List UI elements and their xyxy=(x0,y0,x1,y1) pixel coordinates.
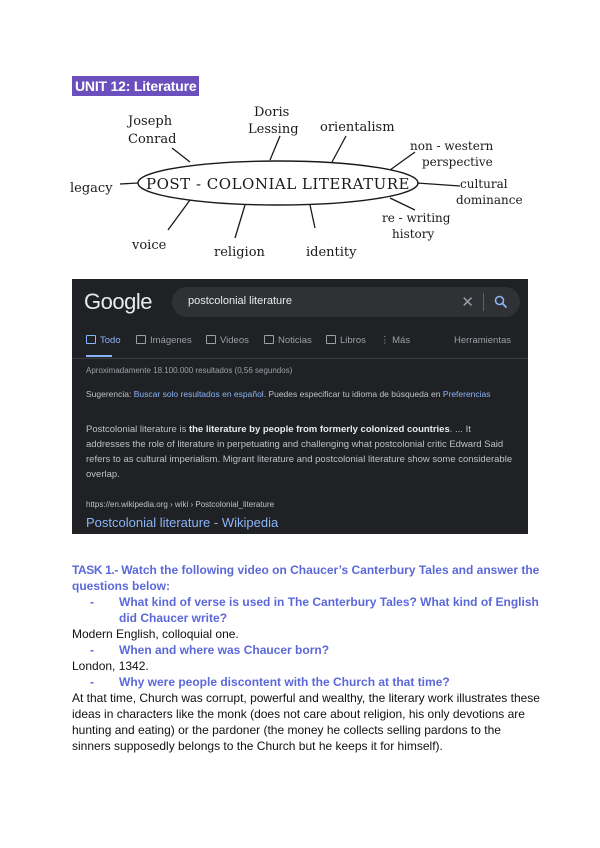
branch-religion: religion xyxy=(214,245,265,260)
active-tab-indicator xyxy=(86,355,112,357)
search-tabs xyxy=(86,335,516,355)
video-icon xyxy=(206,335,216,344)
branch-joseph: Joseph xyxy=(128,114,173,129)
result-stats: Aproximadamente 18.100.000 resultados (0,56 segundos) xyxy=(86,366,293,375)
search-icon xyxy=(86,335,96,344)
question-2: - When and where was Chaucer born? xyxy=(90,643,330,657)
branch-perspective: perspective xyxy=(422,155,493,169)
branch-identity: identity xyxy=(306,245,357,260)
question-3: - Why were people discontent with the Church at that time? xyxy=(90,675,450,689)
branch-lessing: Lessing xyxy=(248,122,299,137)
tabs-divider xyxy=(72,358,528,359)
task-heading: TASK 1.- Watch the following video on Chaucer’s Canterbury Tales and answer the questions below: xyxy=(72,563,540,593)
answer-1: Modern English, colloquial one. xyxy=(72,627,239,641)
tab-imagenes[interactable]: Imágenes xyxy=(136,335,192,346)
search-divider xyxy=(483,293,484,311)
mind-map xyxy=(70,100,530,270)
image-icon xyxy=(136,335,146,344)
news-icon xyxy=(264,335,274,344)
search-input[interactable]: postcolonial literature xyxy=(188,295,292,307)
branch-voice: voice xyxy=(132,238,167,253)
result-title-link[interactable]: Postcolonial literature - Wikipedia xyxy=(86,515,279,530)
tab-videos[interactable]: Videos xyxy=(206,335,249,346)
branch-conrad: Conrad xyxy=(128,132,177,147)
google-logo: Google xyxy=(84,289,152,314)
question-1: - What kind of verse is used in The Canterbury Tales? What kind of English did Chaucer write? xyxy=(90,595,539,625)
tab-todo[interactable]: Todo xyxy=(86,335,121,346)
branch-legacy: legacy xyxy=(70,181,113,196)
branch-doris: Doris xyxy=(254,105,290,120)
branch-non-western: non - western xyxy=(410,139,494,153)
search-bar[interactable] xyxy=(172,287,520,317)
branch-history: history xyxy=(392,227,435,241)
result-url: https://en.wikipedia.org › wiki › Postcolonial_literature xyxy=(86,500,275,509)
branch-orientalism: orientalism xyxy=(320,120,395,135)
answer-2: London, 1342. xyxy=(72,659,149,673)
task-section xyxy=(72,562,542,754)
branch-dominance: dominance xyxy=(456,193,523,207)
mind-map-center: POST - COLONIAL LITERATURE xyxy=(146,175,410,193)
close-icon[interactable]: ✕ xyxy=(461,294,474,311)
tab-noticias[interactable]: Noticias xyxy=(264,335,312,346)
google-search-screenshot xyxy=(72,279,528,534)
tab-mas[interactable]: ⋮ Más xyxy=(380,335,411,346)
preferences-link[interactable]: Preferencias xyxy=(442,389,491,399)
tab-herramientas[interactable]: Herramientas xyxy=(454,335,512,346)
search-icon[interactable] xyxy=(494,295,508,309)
unit-title: UNIT 12: Literature xyxy=(72,76,199,96)
branch-cultural: cultural xyxy=(460,177,508,191)
branch-rewriting: re - writing xyxy=(382,211,451,225)
book-icon xyxy=(326,335,336,344)
featured-snippet: Postcolonial literature is the literature by people from formerly colonized countries. ... It addresses the role of literature in perpetuating and challenging what postcolonial critic Edward Said refers to as cultural imperialism. Migrant literature and postcolonial literature show some considerable overlap. xyxy=(86,424,513,480)
answer-3: At that time, Church was corrupt, powerful and wealthy, the literary work illustrates these ideas in characters like the monk (does not care about religion, his only devotions are hunting and eating) or the pardoner (the money he collects selling pardons to the sinners supposedly belongs to the Church but he keeps it for himself). xyxy=(72,691,540,753)
tab-libros[interactable]: Libros xyxy=(326,335,366,346)
spanish-results-link[interactable]: Buscar solo resultados en español xyxy=(133,389,264,399)
language-suggestion: Sugerencia: Buscar solo resultados en español. Puedes especificar tu idioma de búsqueda en Preferencias xyxy=(86,389,491,399)
